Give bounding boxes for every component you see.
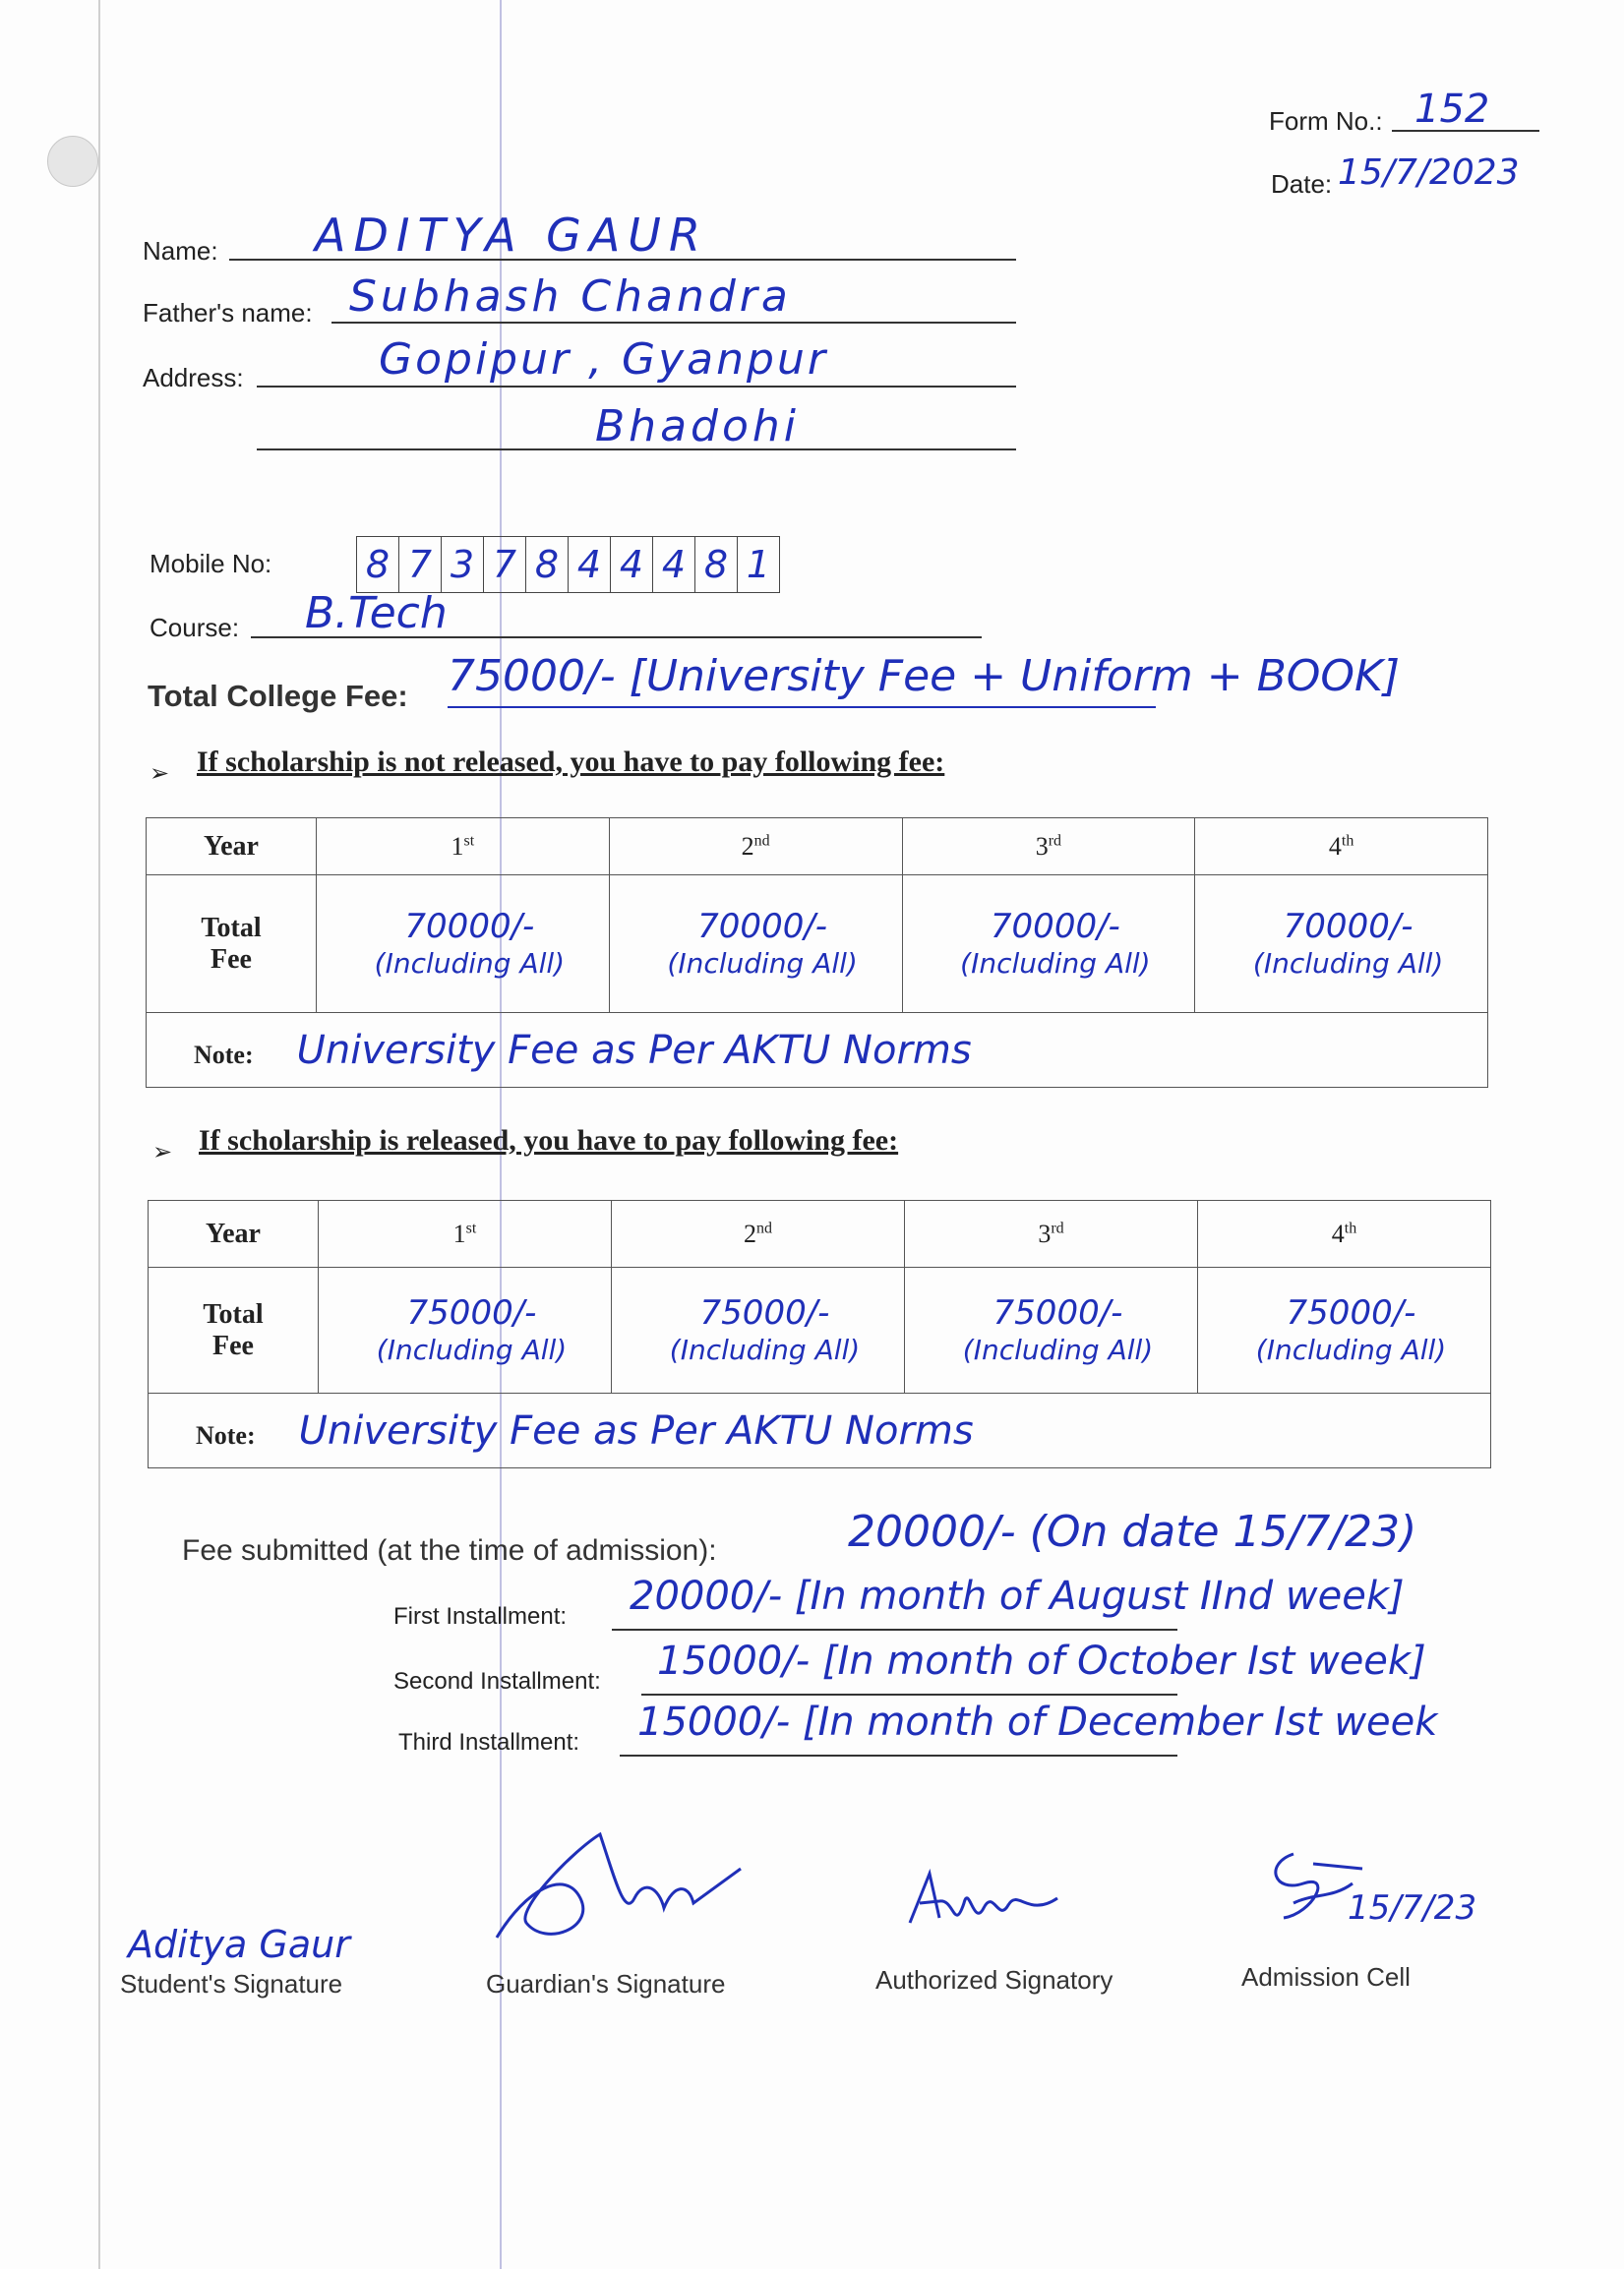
address-line2: Bhadohi — [595, 401, 800, 451]
fee-cell: 75000/- (Including All) — [319, 1268, 612, 1394]
mobile-digit: 8 — [357, 537, 399, 592]
year-3: 3rd — [905, 1201, 1198, 1268]
name-value: ADITYA GAUR — [315, 209, 708, 262]
address-label: Address: — [143, 363, 244, 392]
mobile-digit: 4 — [653, 537, 695, 592]
arrow-bullet-icon: ➢ — [152, 1139, 173, 1165]
year-3: 3rd — [902, 818, 1195, 875]
total-fee-header: Total Fee — [149, 1268, 319, 1394]
note-value: University Fee as Per AKTU Norms — [296, 1027, 972, 1073]
mobile-digit: 4 — [611, 537, 653, 592]
fee-table-no-scholarship — [146, 817, 1488, 1088]
note-label: Note: — [196, 1420, 256, 1450]
form-no-value: 152 — [1414, 87, 1490, 132]
year-2: 2nd — [612, 1201, 905, 1268]
mobile-label: Mobile No: — [150, 549, 272, 578]
form-no-label: Form No.: — [1269, 106, 1383, 136]
course-label: Course: — [150, 613, 240, 642]
guardian-signature-scribble — [487, 1829, 752, 1957]
table1-heading: If scholarship is not released, you have to pay following fee: — [197, 746, 945, 778]
mobile-digit: 7 — [399, 537, 442, 592]
note-value: University Fee as Per AKTU Norms — [298, 1407, 974, 1454]
year-2: 2nd — [609, 818, 902, 875]
year-1: 1st — [317, 818, 610, 875]
authorized-signatory-label: Authorized Signatory — [875, 1965, 1113, 1995]
margin-line — [98, 0, 100, 2269]
total-fee-value: 75000/- [University Fee + Uniform + BOOK] — [448, 651, 1401, 701]
fee-submitted-value: 20000/- (On date 15/7/23) — [848, 1507, 1417, 1557]
note-row — [149, 1394, 1491, 1468]
date-value: 15/7/2023 — [1338, 152, 1520, 193]
arrow-bullet-icon: ➢ — [150, 760, 170, 787]
name-label: Name: — [143, 236, 218, 266]
year-header: Year — [149, 1201, 319, 1268]
student-signature: Aditya Gaur — [128, 1923, 350, 1966]
note-label: Note: — [194, 1040, 254, 1069]
course-value: B.Tech — [305, 588, 448, 638]
admission-cell-label: Admission Cell — [1241, 1962, 1411, 1992]
second-installment-value: 15000/- [In month of October Ist week] — [657, 1639, 1426, 1684]
total-fee-label: Total College Fee: — [148, 679, 408, 713]
father-label: Father's name: — [143, 298, 313, 328]
mobile-digit: 4 — [569, 537, 611, 592]
fee-submitted-label: Fee submitted (at the time of admission): — [182, 1534, 717, 1567]
first-installment-value: 20000/- [In month of August IInd week] — [630, 1574, 1405, 1619]
mobile-digit-boxes — [356, 536, 780, 593]
year-1: 1st — [319, 1201, 612, 1268]
punch-hole — [47, 136, 98, 187]
fee-cell: 70000/- (Including All) — [609, 875, 902, 1013]
fee-cell: 70000/- (Including All) — [902, 875, 1195, 1013]
date-label: Date: — [1271, 169, 1333, 199]
year-header: Year — [147, 818, 317, 875]
guardian-signature-label: Guardian's Signature — [486, 1969, 726, 1999]
student-signature-label: Student's Signature — [120, 1969, 343, 1999]
fee-table-with-scholarship — [148, 1200, 1491, 1468]
fee-cell: 75000/- (Including All) — [612, 1268, 905, 1394]
fee-cell: 70000/- (Including All) — [1195, 875, 1488, 1013]
total-fee-header: Total Fee — [147, 875, 317, 1013]
table2-heading: If scholarship is released, you have to pay following fee: — [199, 1124, 899, 1157]
mobile-digit: 8 — [695, 537, 738, 592]
third-installment-label: Third Installment: — [398, 1729, 580, 1756]
year-4: 4th — [1195, 818, 1488, 875]
mobile-digit: 1 — [746, 543, 771, 586]
admission-sign-date: 15/7/23 — [1348, 1888, 1477, 1928]
mobile-digit: 7 — [484, 537, 526, 592]
mobile-digit: 3 — [442, 537, 484, 592]
address-line1: Gopipur , Gyanpur — [379, 334, 828, 385]
authorized-signature-scribble — [900, 1864, 1067, 1942]
fee-cell: 70000/- (Including All) — [317, 875, 610, 1013]
mobile-digit: 8 — [526, 537, 569, 592]
year-4: 4th — [1198, 1201, 1491, 1268]
first-installment-label: First Installment: — [393, 1603, 568, 1630]
fee-cell: 75000/- (Including All) — [1198, 1268, 1491, 1394]
fee-cell: 75000/- (Including All) — [905, 1268, 1198, 1394]
second-installment-label: Second Installment: — [393, 1668, 601, 1695]
note-row — [147, 1013, 1488, 1088]
father-value: Subhash Chandra — [349, 271, 792, 322]
third-installment-value: 15000/- [In month of December Ist week — [637, 1700, 1438, 1745]
